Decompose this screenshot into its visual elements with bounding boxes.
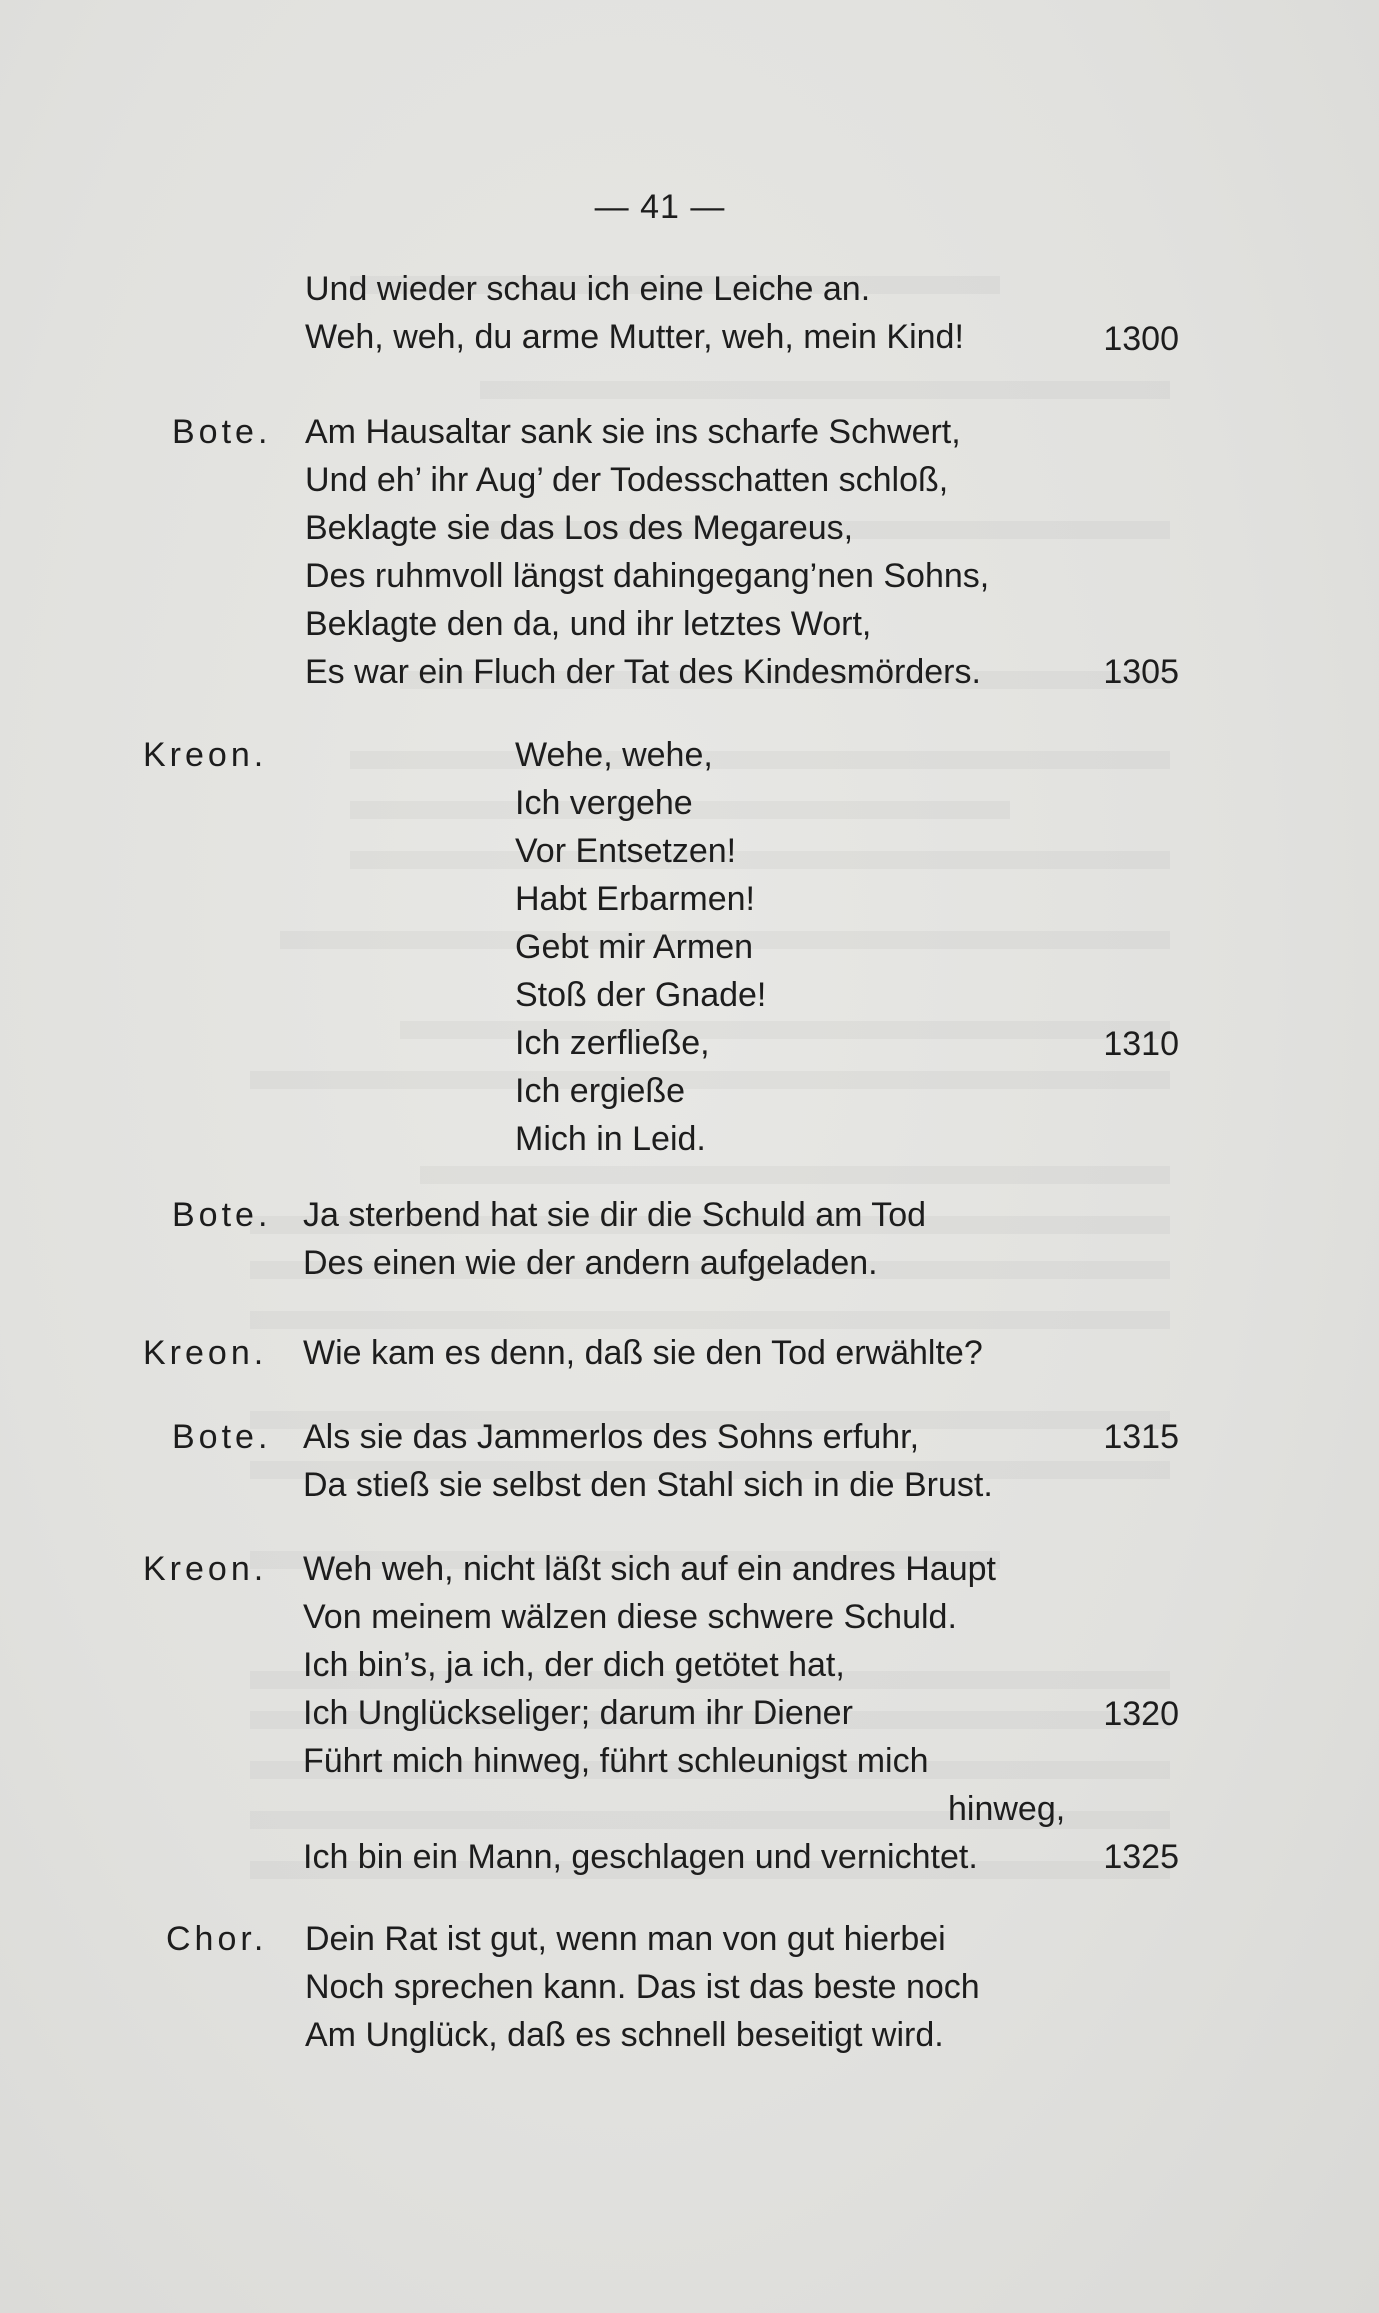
- verse-line: Habt Erbarmen!: [515, 880, 755, 918]
- verse-line: Und eh’ ihr Aug’ der Todesschatten schloß,: [305, 461, 949, 499]
- speaker-name: Kreon.: [143, 736, 268, 774]
- line-number: 1310: [1103, 1025, 1179, 1063]
- page-number: — 41 —: [594, 188, 726, 226]
- verse-line: Führt mich hinweg, führt schleunigst mich: [303, 1742, 929, 1780]
- verse-line: Ich vergehe: [515, 784, 693, 822]
- speaker-name: Bote.: [172, 413, 272, 451]
- verse-line: Als sie das Jammerlos des Sohns erfuhr,: [303, 1418, 920, 1456]
- verse-line: Weh weh, nicht läßt sich auf ein andres Haupt: [303, 1550, 996, 1588]
- verse-line: Mich in Leid.: [515, 1120, 706, 1158]
- verse-line: Am Hausaltar sank sie ins scharfe Schwert,: [305, 413, 961, 451]
- verse-line: Wie kam es denn, daß sie den Tod erwählte?: [303, 1334, 983, 1372]
- verse-line: Des ruhmvoll längst dahingegang’nen Sohns,: [305, 557, 990, 595]
- verse-line: Ich ergieße: [515, 1072, 686, 1110]
- verse-line: Ich bin ein Mann, geschlagen und vernichtet.: [303, 1838, 978, 1876]
- verse-line: Dein Rat ist gut, wenn man von gut hierbei: [305, 1920, 946, 1958]
- verse-line: Ich bin’s, ja ich, der dich getötet hat,: [303, 1646, 845, 1684]
- verse-line-continuation: hinweg,: [948, 1790, 1066, 1828]
- verse-line: Wehe, wehe,: [515, 736, 713, 774]
- speaker-name: Bote.: [172, 1196, 272, 1234]
- verse-line: Vor Entsetzen!: [515, 832, 737, 870]
- verse-line: Gebt mir Armen: [515, 928, 754, 966]
- line-number: 1300: [1103, 320, 1179, 358]
- verse-line: Des einen wie der andern aufgeladen.: [303, 1244, 878, 1282]
- verse-line: Ich zerfließe,: [515, 1024, 710, 1062]
- verse-line: Ja sterbend hat sie dir die Schuld am Tod: [303, 1196, 927, 1234]
- verse-line: Von meinem wälzen diese schwere Schuld.: [303, 1598, 957, 1636]
- line-number: 1320: [1103, 1695, 1179, 1733]
- verse-line: Und wieder schau ich eine Leiche an.: [305, 270, 871, 308]
- line-number: 1315: [1103, 1418, 1179, 1456]
- speaker-name: Kreon.: [143, 1334, 268, 1372]
- verse-line: Weh, weh, du arme Mutter, weh, mein Kind!: [305, 318, 964, 356]
- verse-line: Noch sprechen kann. Das ist das beste noch: [305, 1968, 980, 2006]
- verse-line: Beklagte sie das Los des Megareus,: [305, 509, 854, 547]
- verse-line: Es war ein Fluch der Tat des Kindesmörders.: [305, 653, 981, 691]
- verse-line: Ich Unglückseliger; darum ihr Diener: [303, 1694, 853, 1732]
- verse-line: Stoß der Gnade!: [515, 976, 767, 1014]
- line-number: 1305: [1103, 653, 1179, 691]
- verse-line: Da stieß sie selbst den Stahl sich in die Brust.: [303, 1466, 993, 1504]
- line-number: 1325: [1103, 1838, 1179, 1876]
- verse-line: Beklagte den da, und ihr letztes Wort,: [305, 605, 872, 643]
- speaker-name: Chor.: [166, 1920, 268, 1958]
- speaker-name: Kreon.: [143, 1550, 268, 1588]
- speaker-name: Bote.: [172, 1418, 272, 1456]
- verse-line: Am Unglück, daß es schnell beseitigt wird.: [305, 2016, 944, 2054]
